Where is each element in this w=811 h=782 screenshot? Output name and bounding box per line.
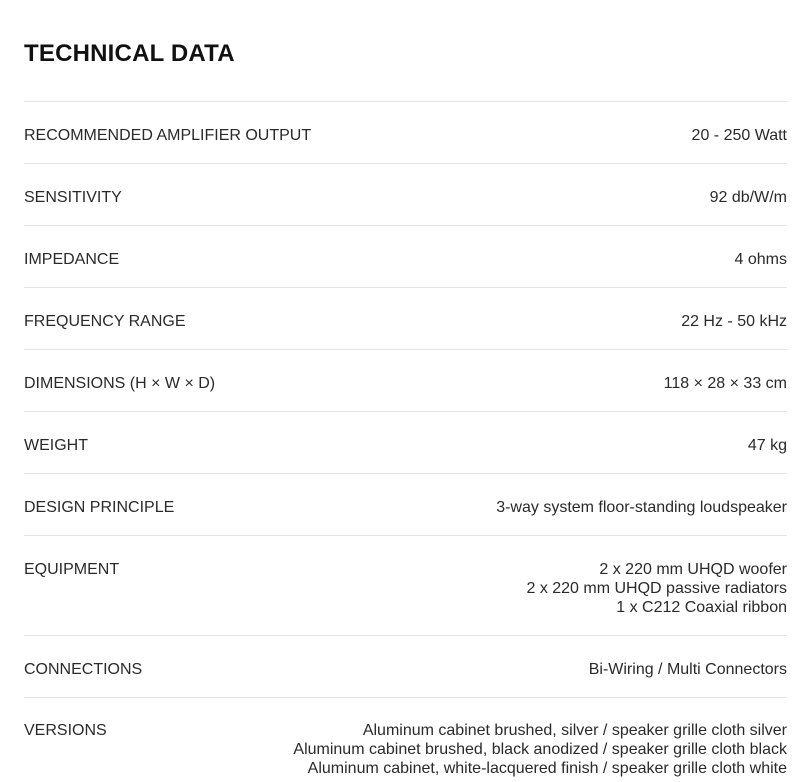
spec-value-line: 118 × 28 × 33 cm [663,375,787,392]
spec-label: FREQUENCY RANGE [24,313,186,330]
spec-label: WEIGHT [24,437,88,454]
spec-label: SENSITIVITY [24,189,122,206]
spec-value-line: Aluminum cabinet brushed, black anodized / speaker grille cloth black [293,741,787,758]
spec-value-line: 4 ohms [734,251,787,268]
spec-row-frequency-range [24,287,787,349]
spec-row-weight [24,411,787,473]
spec-row-design-principle [24,473,787,535]
spec-value [710,188,787,207]
spec-value-line: Aluminum cabinet brushed, silver / speaker grille cloth silver [362,722,787,739]
spec-value [589,660,787,679]
spec-value [681,312,787,331]
spec-value [664,374,787,393]
spec-value-line: 20 - 250 Watt [691,127,787,144]
spec-row-versions [24,697,787,780]
spec-value [735,250,787,269]
spec-label: CONNECTIONS [24,661,143,678]
spec-label: DESIGN PRINCIPLE [24,499,175,516]
spec-label: DIMENSIONS (H × W × D) [24,375,216,392]
spec-row-amplifier-output [24,101,787,163]
spec-value-line: 3-way system floor-standing loudspeaker [496,499,787,516]
spec-row-impedance [24,225,787,287]
spec-value-line: 2 x 220 mm UHQD woofer [599,561,787,578]
spec-value-line: Bi-Wiring / Multi Connectors [588,661,787,678]
spec-value-line: 2 x 220 mm UHQD passive radiators [526,580,787,597]
spec-value [692,126,787,145]
spec-value [293,721,787,778]
spec-row-sensitivity [24,163,787,225]
spec-row-connections [24,635,787,697]
spec-label: VERSIONS [24,722,107,739]
spec-value [496,498,787,517]
spec-label: RECOMMENDED AMPLIFIER OUTPUT [24,127,312,144]
spec-value-line: Aluminum cabinet, white-lacquered finish / speaker grille cloth white [307,760,787,777]
spec-value [748,436,787,455]
page-title: TECHNICAL DATA [24,40,235,67]
spec-value-line: 92 db/W/m [709,189,787,206]
spec-row-dimensions [24,349,787,411]
spec-label: IMPEDANCE [24,251,120,268]
spec-label: EQUIPMENT [24,561,120,578]
spec-value [526,560,787,617]
spec-table [24,101,787,780]
spec-row-equipment [24,535,787,635]
spec-value-line: 22 Hz - 50 kHz [681,313,787,330]
spec-value-line: 47 kg [747,437,787,454]
spec-value-line: 1 x C212 Coaxial ribbon [616,599,787,616]
